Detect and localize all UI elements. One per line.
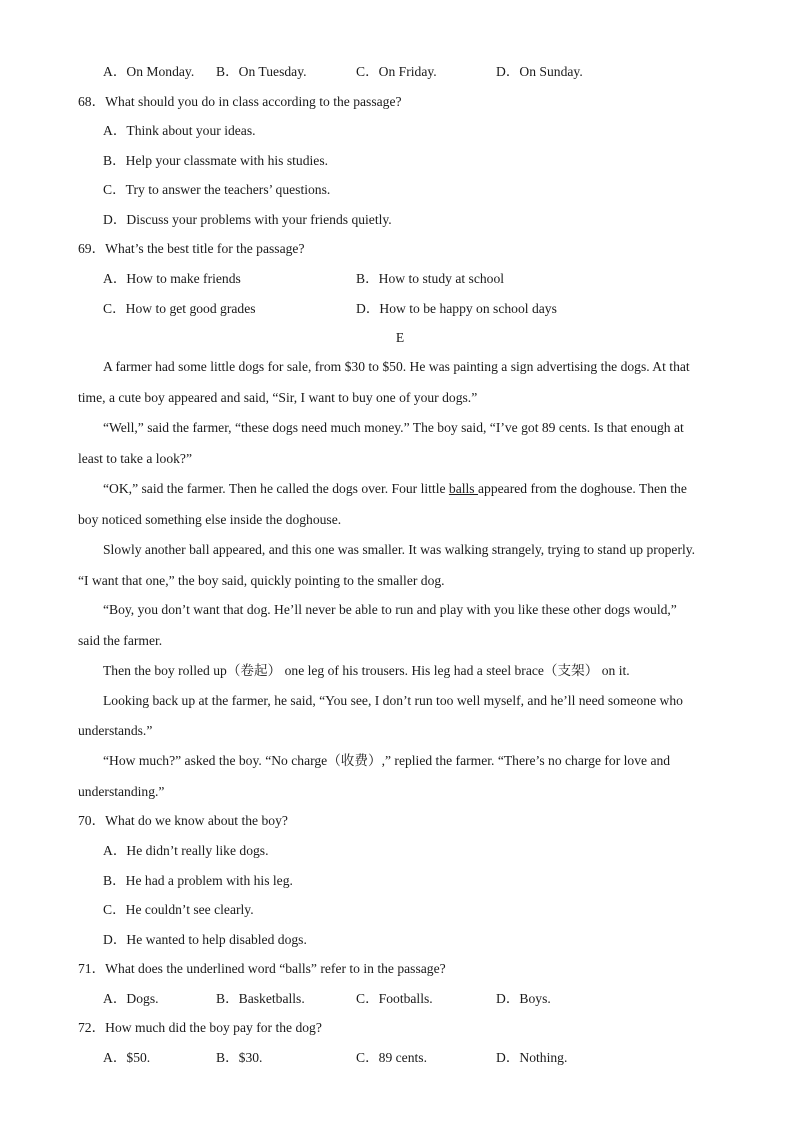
passage-p4-line2: “I want that one,” the boy said, quickly pointing to the smaller dog. — [78, 573, 445, 588]
passage-p3-line1 — [103, 480, 687, 498]
passage-p8-line1: “How much?” asked the boy. “No charge（收费）,” replied the farmer. “There’s no charge for love and — [103, 753, 671, 768]
q70-option-d[interactable]: D．He wanted to help disabled dogs. — [103, 932, 307, 947]
q67-option-d[interactable]: D．On Sunday. — [496, 64, 583, 79]
section-e-heading: E — [395, 330, 405, 345]
passage-p7-line1: Looking back up at the farmer, he said, “You see, I don’t run too well myself, and he’ll need someone who — [103, 693, 683, 708]
underlined-word-balls: balls — [448, 481, 478, 496]
q67-option-a[interactable]: A．On Monday. — [103, 64, 195, 79]
q71-option-d[interactable]: D．Boys. — [496, 991, 551, 1006]
q68-option-c[interactable]: C．Try to answer the teachers’ questions. — [103, 182, 331, 197]
q71-question: 71．What does the underlined word “balls” refer to in the passage? — [78, 961, 446, 976]
q69-option-d[interactable]: D．How to be happy on school days — [356, 301, 557, 316]
passage-p7-line2: understands.” — [78, 723, 153, 738]
passage-p2-line1: “Well,” said the farmer, “these dogs need much money.” The boy said, “I’ve got 89 cents. Is that enough at — [103, 420, 684, 435]
passage-p4-line1: Slowly another ball appeared, and this one was smaller. It was walking strangely, trying to stand up properly. — [103, 542, 696, 557]
q68-option-d[interactable]: D．Discuss your problems with your friends quietly. — [103, 212, 392, 227]
q69-option-b[interactable]: B．How to study at school — [356, 271, 505, 286]
q70-option-a[interactable]: A．He didn’t really like dogs. — [103, 843, 269, 858]
q72-option-b[interactable]: B．$30. — [216, 1050, 263, 1065]
q72-option-d[interactable]: D．Nothing. — [496, 1050, 568, 1065]
q70-question: 70．What do we know about the boy? — [78, 813, 288, 828]
q71-option-b[interactable]: B．Basketballs. — [216, 991, 305, 1006]
q67-option-b[interactable]: B．On Tuesday. — [216, 64, 307, 79]
q68-option-b[interactable]: B．Help your classmate with his studies. — [103, 153, 329, 168]
passage-p1-line2: time, a cute boy appeared and said, “Sir, I want to buy one of your dogs.” — [78, 390, 478, 405]
q69-option-a[interactable]: A．How to make friends — [103, 271, 241, 286]
passage-p8-line2: understanding.” — [78, 784, 165, 799]
q68-option-a[interactable]: A．Think about your ideas. — [103, 123, 256, 138]
q69-question: 69．What’s the best title for the passage? — [78, 241, 305, 256]
passage-p5-line1: “Boy, you don’t want that dog. He’ll never be able to run and play with you like these other dogs would,” — [103, 602, 677, 617]
q70-option-c[interactable]: C．He couldn’t see clearly. — [103, 902, 254, 917]
passage-p2-line2: least to take a look?” — [78, 451, 192, 466]
passage-p3-text-after: appeared from the doghouse. Then the — [478, 481, 687, 496]
q68-question: 68．What should you do in class according to the passage? — [78, 94, 402, 109]
passage-p6-line1: Then the boy rolled up（卷起） one leg of his trousers. His leg had a steel brace（支架） on it. — [103, 663, 630, 678]
q72-question: 72．How much did the boy pay for the dog? — [78, 1020, 322, 1035]
passage-p1-line1: A farmer had some little dogs for sale, from $30 to $50. He was painting a sign advertising the dogs. At that — [103, 359, 690, 374]
q71-option-c[interactable]: C．Footballs. — [356, 991, 433, 1006]
q71-option-a[interactable]: A．Dogs. — [103, 991, 159, 1006]
q70-option-b[interactable]: B．He had a problem with his leg. — [103, 873, 293, 888]
q72-option-c[interactable]: C．89 cents. — [356, 1050, 427, 1065]
passage-p5-line2: said the farmer. — [78, 633, 163, 648]
q72-option-a[interactable]: A．$50. — [103, 1050, 151, 1065]
passage-p3-text-before: “OK,” said the farmer. Then he called the dogs over. Four little — [103, 481, 449, 496]
passage-p3-line2: boy noticed something else inside the doghouse. — [78, 512, 342, 527]
q69-option-c[interactable]: C．How to get good grades — [103, 301, 256, 316]
q67-option-c[interactable]: C．On Friday. — [356, 64, 437, 79]
